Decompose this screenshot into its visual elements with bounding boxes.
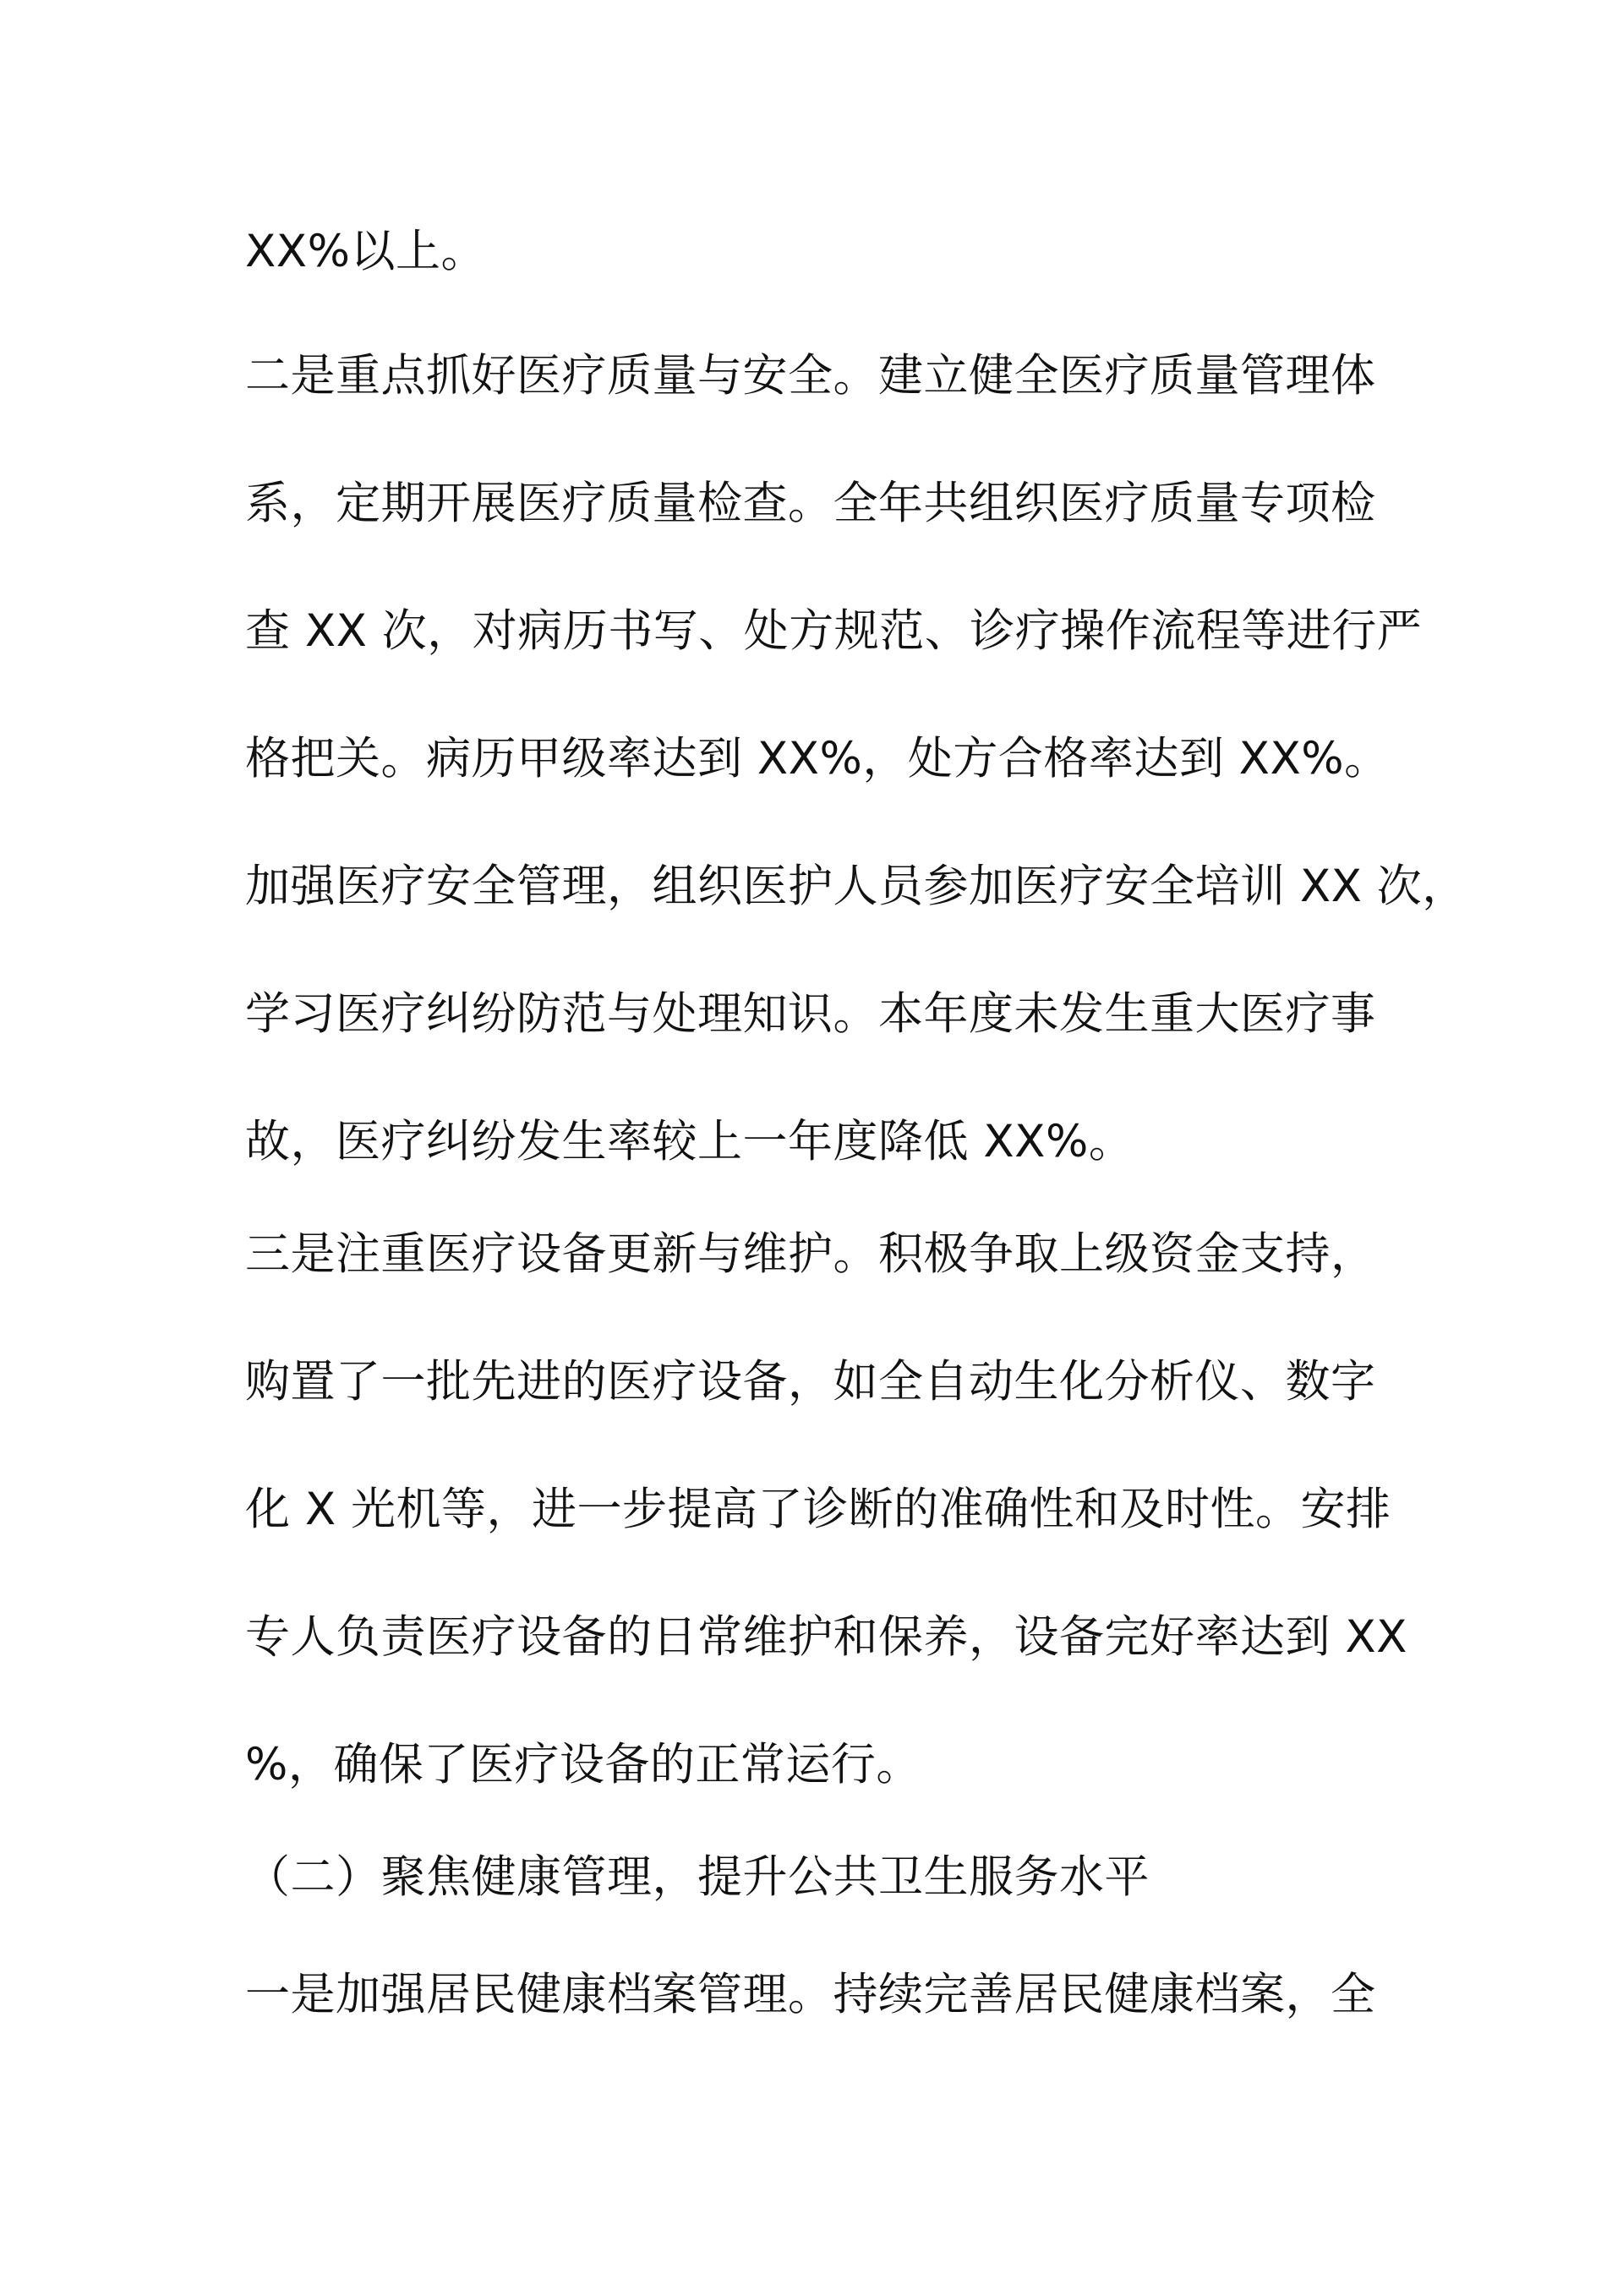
text-line: 加强医疗安全管理，组织医护人员参加医疗安全培训 XX 次，	[245, 861, 1467, 912]
text-line: 格把关。病历甲级率达到 XX%，处方合格率达到 XX%。	[245, 733, 1390, 784]
text-line: 系，定期开展医疗质量检查。全年共组织医疗质量专项检	[245, 478, 1376, 529]
text-line: 化 X 光机等，进一步提高了诊断的准确性和及时性。安排	[245, 1484, 1391, 1535]
text-line: 购置了一批先进的医疗设备，如全自动生化分析仪、数字	[245, 1356, 1376, 1408]
text-line: XX%以上。	[245, 226, 486, 277]
text-line: 专人负责医疗设备的日常维护和保养，设备完好率达到 XX	[245, 1611, 1407, 1663]
paragraph-heading-line: 一是加强居民健康档案管理。持续完善居民健康档案，全	[245, 1969, 1376, 2020]
text-line: 学习医疗纠纷防范与处理知识。本年度未发生重大医疗事	[245, 988, 1376, 1040]
paragraph-heading-line: 二是重点抓好医疗质量与安全。建立健全医疗质量管理体	[245, 350, 1376, 402]
text-line: 查 XX 次，对病历书写、处方规范、诊疗操作流程等进行严	[245, 605, 1423, 657]
section-heading: （二）聚焦健康管理，提升公共卫生服务水平	[245, 1851, 1150, 1903]
paragraph-heading-line: 三是注重医疗设备更新与维护。积极争取上级资金支持，	[245, 1228, 1376, 1280]
text-line: %，确保了医疗设备的正常运行。	[245, 1739, 921, 1790]
text-line: 故，医疗纠纷发生率较上一年度降低 XX%。	[245, 1116, 1134, 1167]
